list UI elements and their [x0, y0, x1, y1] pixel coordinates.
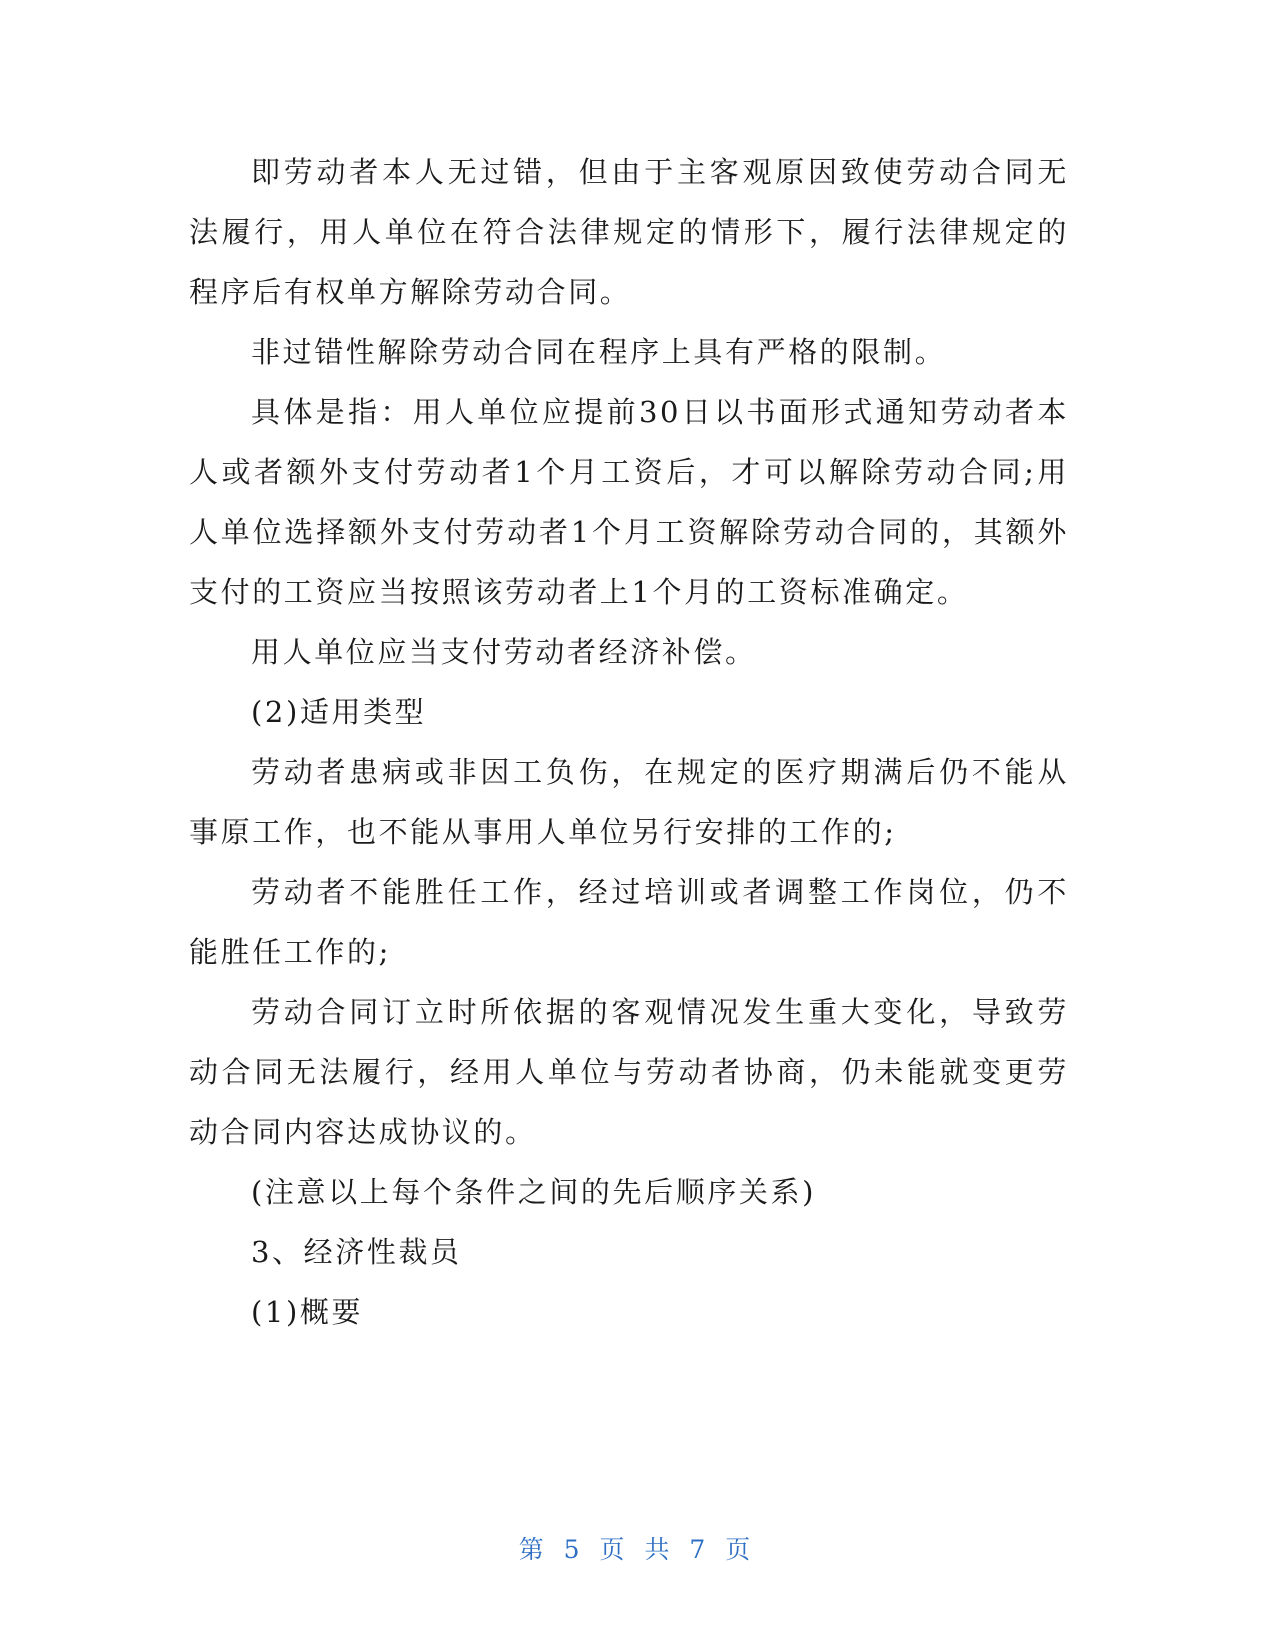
section-heading-overview: (1)概要	[251, 1295, 364, 1329]
paragraph-4: 用人单位应当支付劳动者经济补偿。	[251, 635, 757, 669]
section-heading-applicable-types: (2)适用类型	[251, 695, 427, 729]
page-number-footer: 第 5 页 共 7 页	[518, 1535, 757, 1564]
paragraph-3: 具体是指：用人单位应提前30日以书面形式通知劳动者本人或者额外支付劳动者1个月工资后，才可以解除劳动合同;用人单位选择额外支付劳动者1个月工资解除劳动合同的，其额外支付的工资应当按照该劳动者上1个月的工资标准确定。	[189, 395, 1069, 609]
section-heading-economic-layoff: 3、经济性裁员	[251, 1235, 462, 1269]
paragraph-6: 劳动者患病或非因工负伤，在规定的医疗期满后仍不能从事原工作，也不能从事用人单位另行安排的工作的;	[189, 755, 1069, 849]
paragraph-7: 劳动者不能胜任工作，经过培训或者调整工作岗位，仍不能胜任工作的;	[189, 875, 1069, 969]
paragraph-2: 非过错性解除劳动合同在程序上具有严格的限制。	[251, 335, 947, 369]
paragraph-8: 劳动合同订立时所依据的客观情况发生重大变化，导致劳动合同无法履行，经用人单位与劳动者协商，仍未能就变更劳动合同内容达成协议的。	[189, 995, 1069, 1149]
note-paragraph: (注意以上每个条件之间的先后顺序关系)	[251, 1175, 817, 1209]
paragraph-1: 即劳动者本人无过错，但由于主客观原因致使劳动合同无法履行，用人单位在符合法律规定的情形下，履行法律规定的程序后有权单方解除劳动合同。	[189, 155, 1069, 309]
document-body	[189, 142, 1069, 1342]
